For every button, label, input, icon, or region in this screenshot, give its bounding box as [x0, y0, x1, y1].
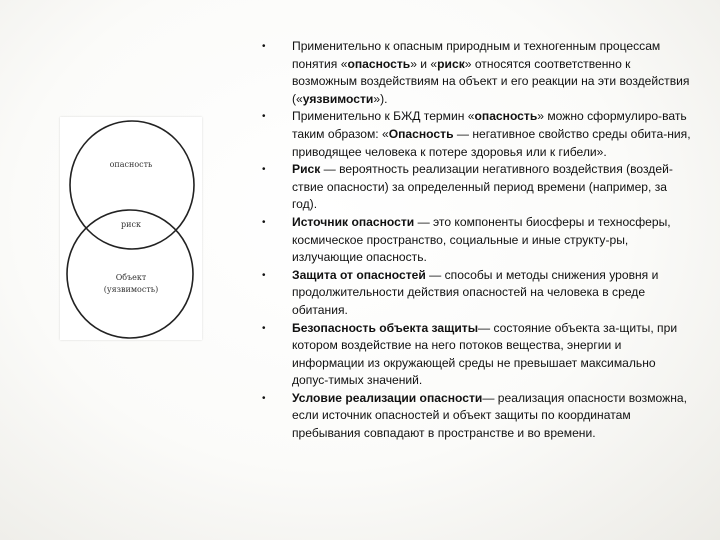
definition-text: Применительно к БЖД термин «: [292, 109, 475, 124]
definition-term: Опасность: [388, 126, 454, 141]
definition-text: »).: [373, 91, 388, 106]
definition-text: — состояние объекта за-щиты, при котором воздействие на него потоков вещества, энергии и информации из окружающей среды не превышает максимально допус-тимых значений.: [292, 320, 678, 388]
definition-term: опасность: [347, 56, 411, 71]
definition-text: — реализация опасности возможна, если источник опасностей и объект защиты по координатам пребывания совпадают в пространстве и во времени.: [292, 390, 687, 441]
label-object: Объект: [115, 273, 147, 282]
definition-item: [262, 390, 692, 443]
definition-term: уязвимости: [302, 91, 374, 106]
definition-term: Риск: [292, 162, 321, 177]
definition-text: — это компоненты биосферы и техносферы, космическое пространство, социальные и иные структу-ры, излучающие опасность.: [292, 214, 671, 265]
definition-text: — негативное свойство среды обита-ния, приводящее человека к потере здоровья или к гибели».: [292, 126, 691, 159]
label-danger: опасность: [109, 160, 153, 169]
definition-text: » можно сформулиро-вать таким образом: «: [292, 109, 687, 141]
definition-text: Применительно к опасным природным и техногенным процессам понятия «: [292, 39, 661, 71]
definition-term: опасность: [474, 109, 538, 124]
definition-term: Условие реализации опасности: [292, 390, 483, 405]
definition-term: Источник опасности: [292, 214, 415, 229]
definition-item: [262, 320, 692, 390]
definition-item: [262, 161, 692, 214]
definition-term: Защита от опасностей: [292, 267, 426, 282]
definition-item: [262, 38, 692, 108]
definition-text: » относятся соответственно к возможным воздействиям на объект и его реакции на эти воздействия («: [292, 56, 690, 106]
definition-text: — вероятность реализации негативного воздействия (воздей-ствие опасности) за определенный период времени (например, за год).: [292, 162, 673, 212]
definition-item: [262, 108, 692, 161]
definition-term: Безопасность объекта защиты: [292, 320, 479, 335]
definition-item: [262, 214, 692, 267]
label-vulnerability: (уязвимость): [103, 285, 159, 294]
definition-text: » и «: [410, 56, 438, 71]
definition-term: риск: [437, 56, 465, 71]
label-risk: риск: [121, 220, 141, 229]
definition-text: — способы и методы снижения уровня и продолжительности действия опасностей на человека в среде обитания.: [292, 267, 659, 317]
definition-item: [262, 267, 692, 320]
definitions-list: [262, 38, 692, 443]
